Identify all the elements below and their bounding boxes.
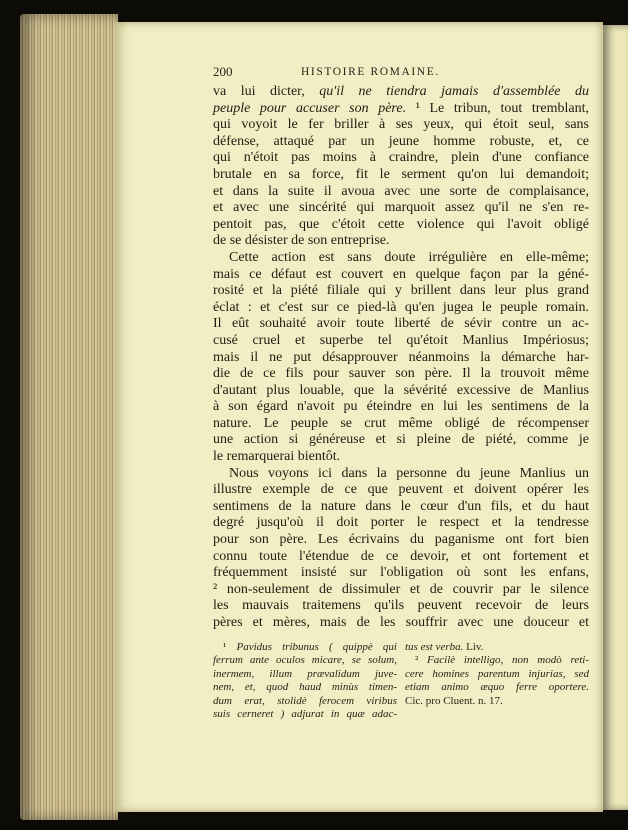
facing-page-edge — [603, 25, 628, 810]
text-run: de se désister de son entreprise. — [213, 233, 390, 249]
text-run: Nous voyons ici dans la personne du jeune Manlius un — [229, 465, 589, 481]
text-line — [213, 565, 589, 582]
text-line — [213, 416, 589, 433]
text-line — [213, 582, 589, 599]
text-line — [213, 598, 589, 615]
text-run: va lui dicter, — [213, 84, 320, 99]
text-line — [213, 366, 589, 383]
text-line — [213, 449, 589, 466]
text-run: cusé cruel et superbe tel qu'étoit Manlius Impériosus; — [213, 332, 589, 348]
text-run: Cic. pro Cluent. n. 17. — [405, 694, 503, 707]
footnote-line — [213, 681, 397, 694]
text-line — [213, 101, 589, 118]
text-line — [213, 150, 589, 167]
text-run: d'autant plus louable, que la sévérité excessive de Manlius — [213, 382, 589, 398]
page-number: 200 — [213, 64, 233, 79]
text-line — [213, 283, 589, 300]
footnote-line — [213, 695, 397, 708]
text-run: die de ce fils pour sauver son père. Il la trouvoit même — [213, 366, 589, 382]
text-line — [213, 134, 589, 151]
text-line — [213, 233, 589, 250]
text-line — [213, 250, 589, 267]
italic-text: Facilè intelligo, non modò reti- — [427, 654, 589, 667]
italic-text: peuple pour accuser son père. — [213, 100, 407, 116]
text-line — [213, 615, 589, 632]
text-run: ¹ — [223, 641, 237, 653]
text-run: illustre exemple de ce que peuvent et doivent opérer les — [213, 482, 589, 498]
italic-text: nem, et, quod haud minùs timen- — [213, 681, 397, 694]
text-run: à son égard n'avoit pu éteindre en lui les sentimens de la — [213, 399, 589, 415]
text-run: Il eût souhaité avoir toute liberté de sévir contre un ac- — [213, 316, 589, 332]
text-run: éclat : et c'est sur ce pied-là qu'en jugea le peuple romain. — [213, 299, 589, 315]
italic-text: ferrum ante oculos micare, se solum, — [213, 654, 397, 667]
text-run: degré jusqu'où il doit porter le respect et la tendresse — [213, 515, 589, 531]
text-run: et avec une sincérité qui marquoit assez qu'il ne s'en re- — [213, 200, 589, 216]
footnote-line — [213, 641, 397, 654]
text-run: pères et mères, mais de les souffrir avec une douceur et — [213, 615, 589, 630]
text-line — [213, 432, 589, 449]
text-line — [213, 515, 589, 532]
text-run: Cette action est sans doute irrégulière en elle-même; — [229, 249, 589, 265]
italic-text: qu'il ne tiendra jamais d'assemblée du — [319, 84, 589, 99]
footnote-line — [405, 668, 589, 681]
text-line — [213, 300, 589, 317]
text-line — [213, 549, 589, 566]
italic-text: inermem, illum prævalidum juve- — [213, 667, 397, 680]
text-line — [213, 217, 589, 234]
text-run: nature. Le peuple se crut même obligé de récompenser — [213, 415, 589, 431]
text-run: rosité et la piété filiale qui y brillent dans leur plus grand — [213, 283, 589, 299]
text-run: qui voyoit le fer briller à ses yeux, qui étoit seul, sans — [213, 117, 589, 133]
text-line — [213, 333, 589, 350]
text-line — [213, 316, 589, 333]
text-line — [213, 184, 589, 201]
footnote-line — [405, 654, 589, 667]
text-line — [213, 466, 589, 483]
text-run: sentimens de la nature dans le cœur d'un fils, et du haut — [213, 498, 589, 514]
italic-text: etiam animo æquo ferre oportere. — [405, 681, 589, 694]
text-run: défense, attaqué par un jeune homme robuste, et, ce — [213, 133, 589, 149]
text-run: brutale en sa force, fit le serment qu'on lui demandoit; — [213, 166, 589, 182]
text-run: qui n'étoit pas moins à craindre, plein d'une confiance — [213, 150, 589, 166]
footnote-line — [405, 681, 589, 694]
text-run: une action si généreuse et si pleine de piété, comme je — [213, 432, 589, 448]
italic-text: cere homines parentum injurias, sed — [405, 667, 589, 680]
text-run: mais il ne put désapprouver néanmoins la démarche har- — [213, 349, 589, 365]
book-page-edges — [20, 14, 118, 820]
text-line — [213, 84, 589, 101]
footnote-right-column — [405, 641, 589, 708]
text-run: les mauvais traitemens qu'ils peuvent recevoir de leurs — [213, 598, 589, 614]
italic-text: suis cerneret ) adjurat in quæ adac- — [213, 708, 397, 721]
italic-text: tus est verba. — [405, 641, 464, 653]
text-run: fréquemment insisté sur l'obligation où sont les enfans, — [213, 565, 589, 581]
text-run: ² non-seulement de dissimuler et de couvrir par le silence — [213, 581, 589, 597]
text-run: mais ce défaut est couvert en quelque façon par la géné- — [213, 266, 589, 282]
footnote-line — [405, 695, 589, 708]
body-text — [213, 84, 589, 632]
text-run: connu toute l'étendue de ce devoir, et ont fortement et — [213, 548, 589, 564]
text-line — [213, 117, 589, 134]
italic-text: Pavidus tribunus ( quippè qui — [236, 641, 397, 653]
footnote-line — [213, 708, 397, 721]
text-line — [213, 399, 589, 416]
text-line — [213, 167, 589, 184]
text-run: pour son père. Les écrivains du paganisme ont fort bien — [213, 532, 589, 548]
text-line — [213, 499, 589, 516]
text-run: pentoit pas, que c'étoit cette violence qui l'avoit obligé — [213, 216, 589, 232]
text-line — [213, 200, 589, 217]
footnote-line — [405, 641, 589, 654]
text-run: le remarquerai bientôt. — [213, 449, 341, 465]
text-run: ² — [415, 654, 428, 667]
text-run: ¹ Le tribun, tout tremblant, — [406, 100, 589, 116]
italic-text: dum erat, stolidè ferocem viribus — [213, 694, 397, 707]
text-line — [213, 482, 589, 499]
text-run: Liv. — [463, 641, 484, 653]
text-line — [213, 267, 589, 284]
footnote-line — [213, 668, 397, 681]
text-line — [213, 350, 589, 367]
footnote-left-column — [213, 641, 397, 721]
text-run: et dans la suite il avoua avec une sorte de complaisance, — [213, 183, 589, 199]
text-line — [213, 383, 589, 400]
running-title: HISTOIRE ROMAINE. — [301, 66, 440, 78]
footnote-line — [213, 654, 397, 667]
page-header — [213, 64, 588, 80]
text-line — [213, 532, 589, 549]
